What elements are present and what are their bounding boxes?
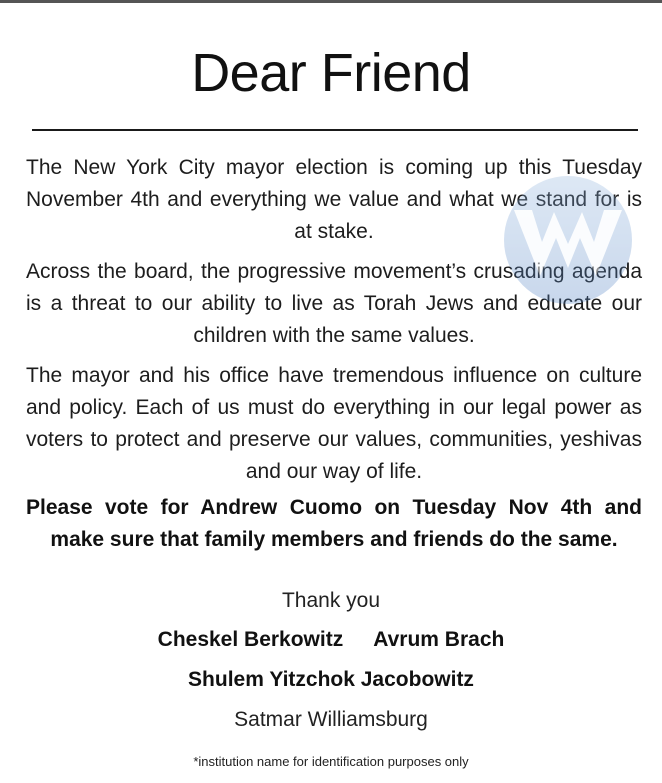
- top-border: [0, 0, 662, 3]
- signer-name: Shulem Yitzchok Jacobowitz: [188, 668, 474, 691]
- closing-thank-you: Thank you: [281, 589, 381, 612]
- paragraph-influence: The mayor and his office have tremendous influence on culture and policy. Each of us must do everything in our legal power as voters to protect and preserve our values, communities, yeshivas and our way of life.: [26, 364, 642, 483]
- signers-row-2: [0, 665, 662, 695]
- w-logo-watermark-icon: [500, 172, 636, 308]
- paragraph-election: The New York City mayor election is coming up this Tuesday November 4th and everything we value and what we stand for is at stake.: [26, 156, 642, 243]
- paragraph-agenda: Across the board, the progressive movement’s crusading agenda is a threat to our ability to live as Torah Jews and educate our children with the same values.: [26, 260, 642, 347]
- institution-name: Satmar Williamsburg: [234, 708, 428, 731]
- signers-row-1: [0, 625, 662, 655]
- signer-name: Avrum Brach: [373, 628, 505, 651]
- signer-name: Cheskel Berkowitz: [157, 628, 344, 651]
- letter-title: Dear Friend: [191, 43, 471, 103]
- footnote: *institution name for identification purposes only: [193, 754, 469, 769]
- title-divider: [32, 129, 638, 131]
- call-to-action: Please vote for Andrew Cuomo on Tuesday Nov 4th and make sure that family members and friends do the same.: [26, 496, 642, 551]
